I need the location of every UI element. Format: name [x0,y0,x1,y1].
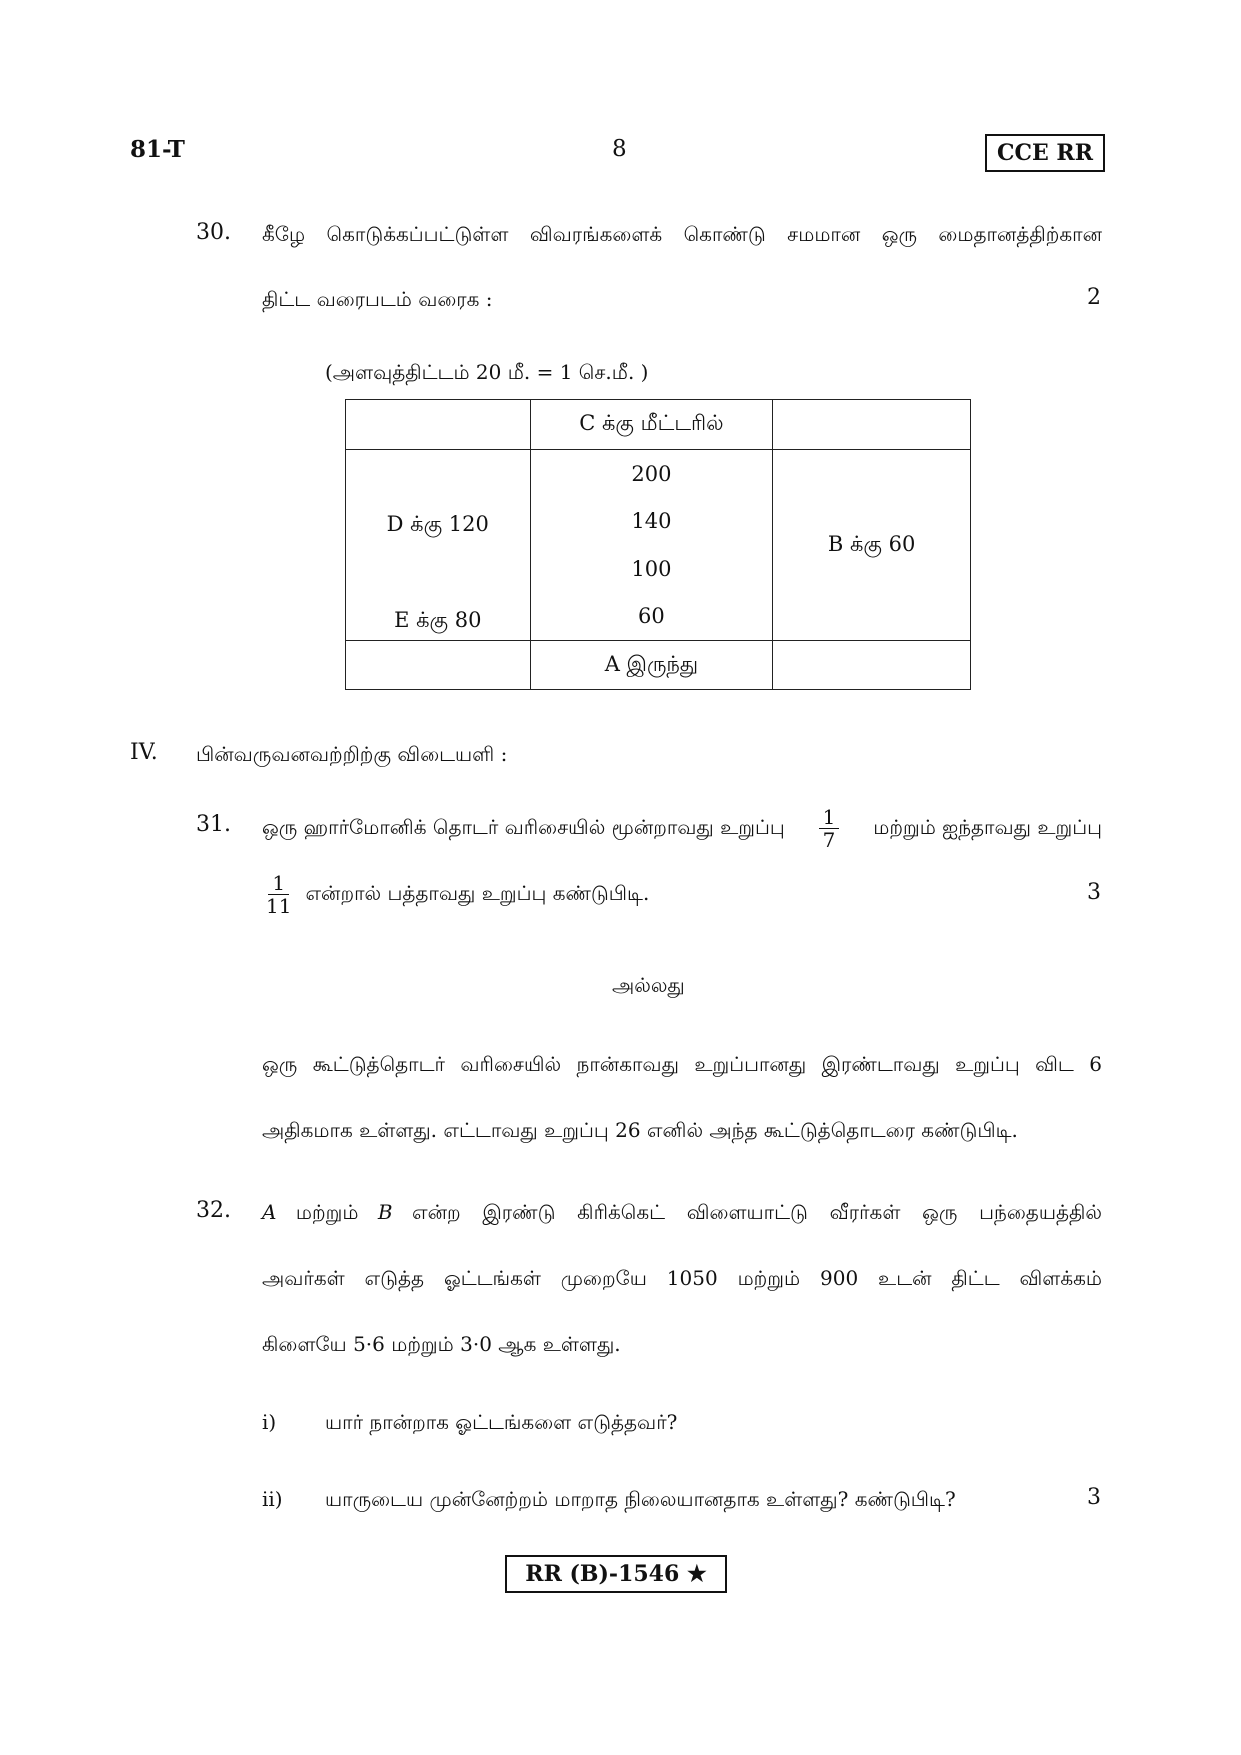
paper-code: 81-T [130,136,185,163]
question-31-alt-line1: ஒரு கூட்டுத்தொடர் வரிசையில் நான்காவது உறுப்பானது இரண்டாவது உறுப்பு விட 6 [262,1052,1102,1076]
chainage-value: 100 [631,556,672,581]
question-32-line1 [262,1200,1102,1227]
question-32-line2: அவர்கள் எடுத்த ஓட்டங்கள் முறையே 1050 மற்றும் 900 உடன் திட்ட விளக்கம் [262,1266,1102,1290]
question-32-line1-rest: என்ற இரண்டு கிரிக்கெட் விளையாட்டு வீரர்கள் ஒரு பந்தையத்தில் [412,1200,1102,1224]
question-30-line2: திட்ட வரைபடம் வரைக : [262,287,493,311]
question-32-and: மற்றும் [295,1200,359,1224]
question-30-number: 30. [196,220,231,245]
question-31-line2 [262,866,649,922]
footer-code-box: RR (B)-1546 ★ [505,1555,727,1593]
question-31-number: 31. [196,812,231,837]
chainage-value: 140 [631,509,672,534]
sub-question-ii: யாருடைய முன்னேற்றம் மாறாத நிலையானதாக உள்ளது? கண்டுபிடி? [325,1487,956,1511]
table-cell-empty [773,400,971,450]
fraction-one-eleventh: $\frac{1}{11}$ [266,870,292,918]
question-30-marks: 2 [1087,285,1101,310]
table-footer-a: A இருந்து [530,641,773,690]
table-cell-empty [346,400,531,450]
sub-question-i-label: i) [262,1410,277,1434]
sub-question-ii-label: ii) [262,1487,283,1511]
question-31-line1 [262,800,1102,856]
scale-note: (அளவுத்திட்டம் 20 மீ. = 1 செ.மீ. ) [325,360,649,384]
question-32-line3: கிளையே 5·6 மற்றும் 3·0 ஆக உள்ளது. [262,1332,621,1356]
question-32-number: 32. [196,1198,231,1223]
question-30-line1: கீழே கொடுக்கப்பட்டுள்ள விவரங்களைக் கொண்டு சமமான ஒரு மைதானத்திற்கான [262,222,1102,246]
sub-question-i: யார் நான்றாக ஓட்டங்களை எடுத்தவர்? [325,1410,678,1434]
question-32-marks: 3 [1087,1485,1101,1510]
fraction-one-seventh: $\frac{1}{7}$ [819,806,840,851]
field-book-table [345,399,971,690]
question-31-line1-a: ஒரு ஹார்மோனிக் தொடர் வரிசையில் மூன்றாவது உறுப்பு [262,814,785,839]
table-cell-empty [346,641,531,690]
section-roman: IV. [130,740,158,765]
chainage-value: 200 [631,461,672,486]
offset-d: D க்கு 120 [386,512,489,536]
page-number: 8 [612,136,627,162]
table-header-c: C க்கு மீட்டரில் [530,400,773,450]
table-left-offsets [346,450,531,641]
question-31-marks: 3 [1087,880,1101,905]
series-box: CCE RR [985,134,1105,172]
table-cell-empty [773,641,971,690]
player-b: B [377,1200,393,1224]
section-instruction: பின்வருவனவற்றிற்கு விடையளி : [196,742,508,766]
question-31-alt-line2: அதிகமாக உள்ளது. எட்டாவது உறுப்பு 26 எனில் அந்த கூட்டுத்தொடரை கண்டுபிடி. [262,1118,1018,1142]
table-right-offset [773,450,971,641]
chainage-value: 60 [638,604,665,629]
offset-e: E க்கு 80 [394,608,482,632]
question-31-line2-text: என்றால் பத்தாவது உறுப்பு கண்டுபிடி. [305,880,650,905]
question-31-line1-b: மற்றும் ஐந்தாவது உறுப்பு [873,814,1102,839]
or-separator: அல்லது [612,973,685,997]
player-a: A [262,1200,277,1224]
offset-b: B க்கு 60 [827,531,916,556]
table-chainage-values [530,450,773,641]
